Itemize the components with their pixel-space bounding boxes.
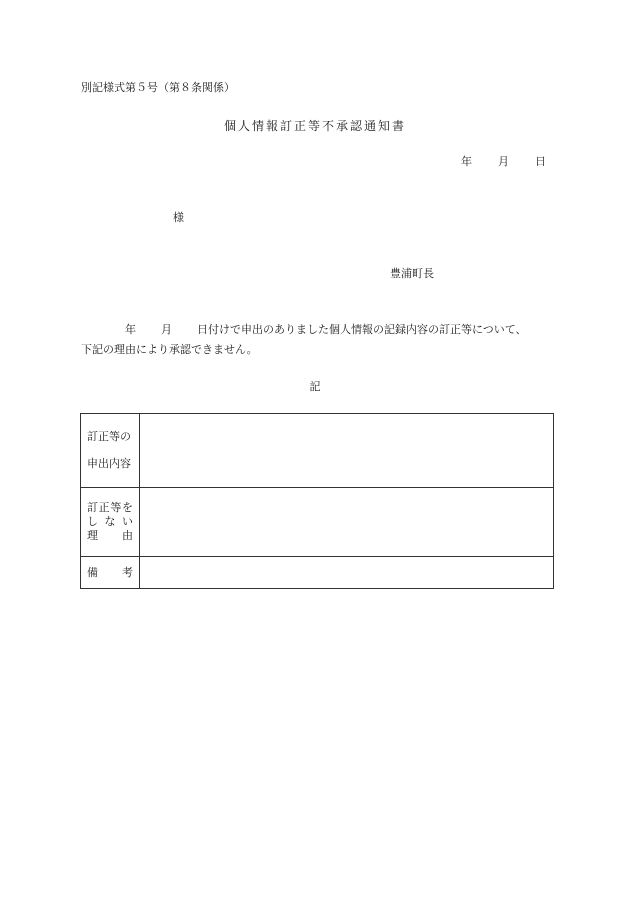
label-char: い — [122, 515, 133, 528]
body-line-2: 下記の理由により承認できません。 — [81, 343, 258, 356]
body-line-1 — [81, 323, 527, 337]
sender-name: 豊浦町長 — [390, 267, 434, 280]
refusal-reason-label-line2 — [87, 515, 133, 529]
label-char: 備 — [87, 565, 98, 579]
label-char: 理 — [87, 529, 98, 542]
document-title: 個人情報訂正等不承認通知書 — [223, 119, 406, 133]
body-line-1-text: 日付けで申出のありました個人情報の記録内容の訂正等について、 — [197, 323, 527, 336]
label-char: な — [104, 515, 116, 528]
date-year-label: 年 — [461, 155, 472, 168]
ki-heading: 記 — [309, 380, 321, 393]
request-content-label-line1: 訂正等の — [87, 430, 131, 443]
table-row-request-content — [81, 414, 554, 488]
label-char: 等 — [110, 501, 122, 514]
label-char: 訂 — [87, 501, 98, 514]
remarks-value[interactable] — [140, 557, 554, 589]
table-row-refusal-reason — [81, 488, 554, 557]
label-char: 由 — [122, 529, 133, 542]
detail-table — [80, 413, 554, 589]
label-char: 正 — [98, 501, 110, 514]
refusal-reason-value[interactable] — [140, 488, 554, 557]
request-content-label-line2: 申出内容 — [87, 457, 131, 470]
date-month-label: 月 — [498, 155, 509, 168]
date-day-label: 日 — [535, 155, 546, 168]
remarks-label-text — [87, 566, 133, 580]
label-char: を — [121, 501, 133, 514]
body-month-label: 月 — [161, 323, 172, 336]
table-row-remarks — [81, 557, 554, 589]
refusal-reason-label-line1 — [87, 501, 133, 515]
request-content-label — [81, 414, 140, 488]
label-char: 考 — [122, 565, 133, 579]
refusal-reason-label — [81, 488, 140, 557]
date-line — [461, 155, 546, 169]
addressee-honorific: 様 — [173, 211, 184, 224]
refusal-reason-label-line3 — [87, 529, 133, 543]
body-year-label: 年 — [125, 323, 136, 336]
request-content-value[interactable] — [140, 414, 554, 488]
form-number: 別記様式第５号（第８条関係） — [81, 81, 235, 94]
label-char: し — [87, 515, 98, 528]
remarks-label — [81, 557, 140, 589]
